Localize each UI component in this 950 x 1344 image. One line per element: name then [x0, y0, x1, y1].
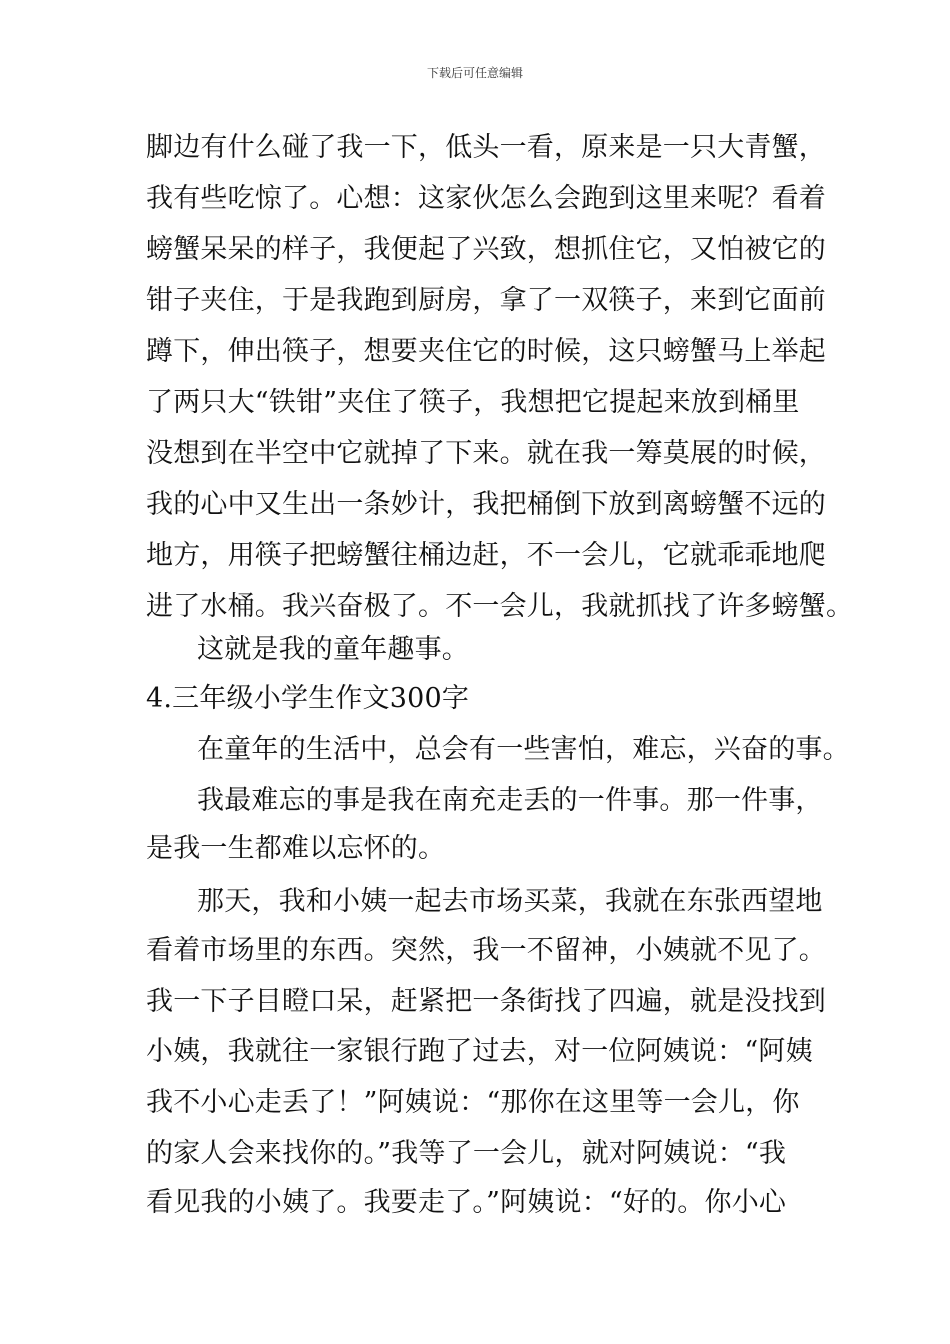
paragraph-line: 我最难忘的事是我在南充走丢的一件事。那一件事，: [197, 785, 823, 816]
page-header: 下载后可任意编辑: [426, 66, 523, 80]
text-line: 我一下子目瞪口呆，赶紧把一条街找了四遍，就是没找到: [146, 986, 826, 1017]
paragraph-line: 这就是我的童年趣事。: [197, 634, 469, 665]
text-line: 钳子夹住，于是我跑到厨房，拿了一双筷子，来到它面前: [146, 285, 826, 316]
text-line: 是我一生都难以忘怀的。: [146, 833, 446, 864]
text-line: 小姨，我就往一家银行跑了过去，对一位阿姨说：“阿姨: [146, 1036, 813, 1067]
text-line: 蹲下，伸出筷子，想要夹住它的时候，这只螃蟹马上举起: [146, 336, 826, 367]
text-line: 螃蟹呆呆的样子，我便起了兴致，想抓住它，又怕被它的: [146, 234, 826, 265]
text-line: 没想到在半空中它就掉了下来。就在我一筹莫展的时候，: [146, 438, 826, 469]
paragraph-line: 那天，我和小姨一起去市场买菜，我就在东张西望地: [197, 886, 823, 917]
text-line: 了两只大“铁钳”夹住了筷子，我想把它提起来放到桶里: [146, 387, 800, 418]
text-line: 看见我的小姨了。我要走了。”阿姨说：“好的。你小心: [146, 1187, 787, 1218]
text-line: 我有些吃惊了。心想：这家伙怎么会跑到这里来呢？看着: [146, 183, 826, 214]
text-line: 我不小心走丢了！”阿姨说：“那你在这里等一会儿，你: [146, 1087, 800, 1118]
text-line: 脚边有什么碰了我一下，低头一看，原来是一只大青蟹，: [146, 132, 826, 163]
text-line: 地方，用筷子把螃蟹往桶边赶，不一会儿，它就乖乖地爬: [146, 540, 826, 571]
text-line: 看着市场里的东西。突然，我一不留神，小姨就不见了。: [146, 935, 826, 966]
text-line: 我的心中又生出一条妙计，我把桶倒下放到离螃蟹不远的: [146, 489, 826, 520]
text-line: 的家人会来找你的。”我等了一会儿，就对阿姨说：“我: [146, 1138, 787, 1169]
text-line: 进了水桶。我兴奋极了。不一会儿，我就抓找了许多螃蟹。: [146, 591, 854, 622]
paragraph-line: 在童年的生活中，总会有一些害怕，难忘，兴奋的事。: [197, 734, 850, 765]
section-heading: 4.三年级小学生作文300字: [146, 683, 470, 714]
